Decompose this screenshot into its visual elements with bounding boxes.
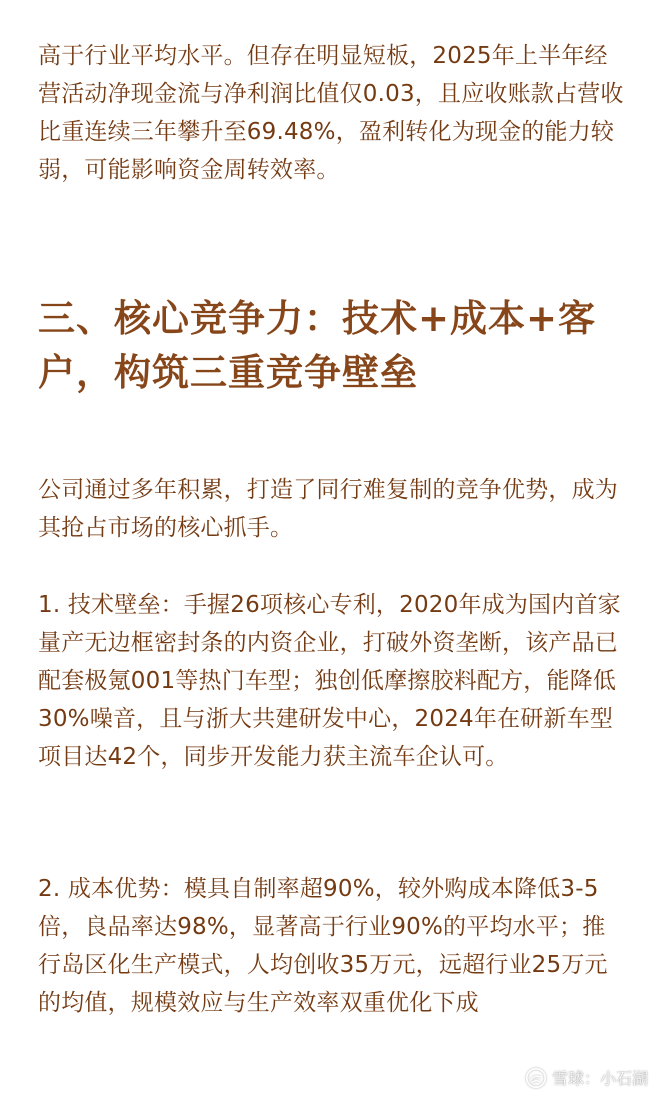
watermark	[525, 1066, 648, 1089]
lead-paragraph: 公司通过多年积累，打造了同行难复制的竞争优势，成为其抢占市场的核心抓手。	[38, 477, 618, 541]
watermark-text: 雪球：小石湖	[551, 1069, 648, 1088]
intro-paragraph: 高于行业平均水平。但存在明显短板，2025年上半年经营活动净现金流与净利润比值仅0.03，且应收账款占营收比重连续三年攀升至69.48%，盈利转化为现金的能力较弱，可能影响资金周转效率。	[38, 43, 624, 183]
point-cost-advantage: 2. 成本优势：模具自制率超90%，较外购成本降低3-5倍，良品率达98%，显著高于行业90%的平均水平；推行岛区化生产模式，人均创收35万元，远超行业25万元的均值，规模效应与生产效率双重优化下成	[38, 876, 608, 1016]
point-technology-barrier: 1. 技术壁垒：手握26项核心专利，2020年成为国内首家量产无边框密封条的内资企业，打破外资垄断，该产品已配套极氪001等热门车型；独创低摩擦胶料配方，能降低30%噪音，且与浙大共建研发中心，2024年在研新车型项目达42个，同步开发能力获主流车企认可。	[38, 592, 621, 770]
section-heading: 三、核心竞争力：技术+成本+客户，构筑三重竞争壁垒	[38, 297, 597, 394]
snowball-logo-icon	[525, 1067, 547, 1089]
